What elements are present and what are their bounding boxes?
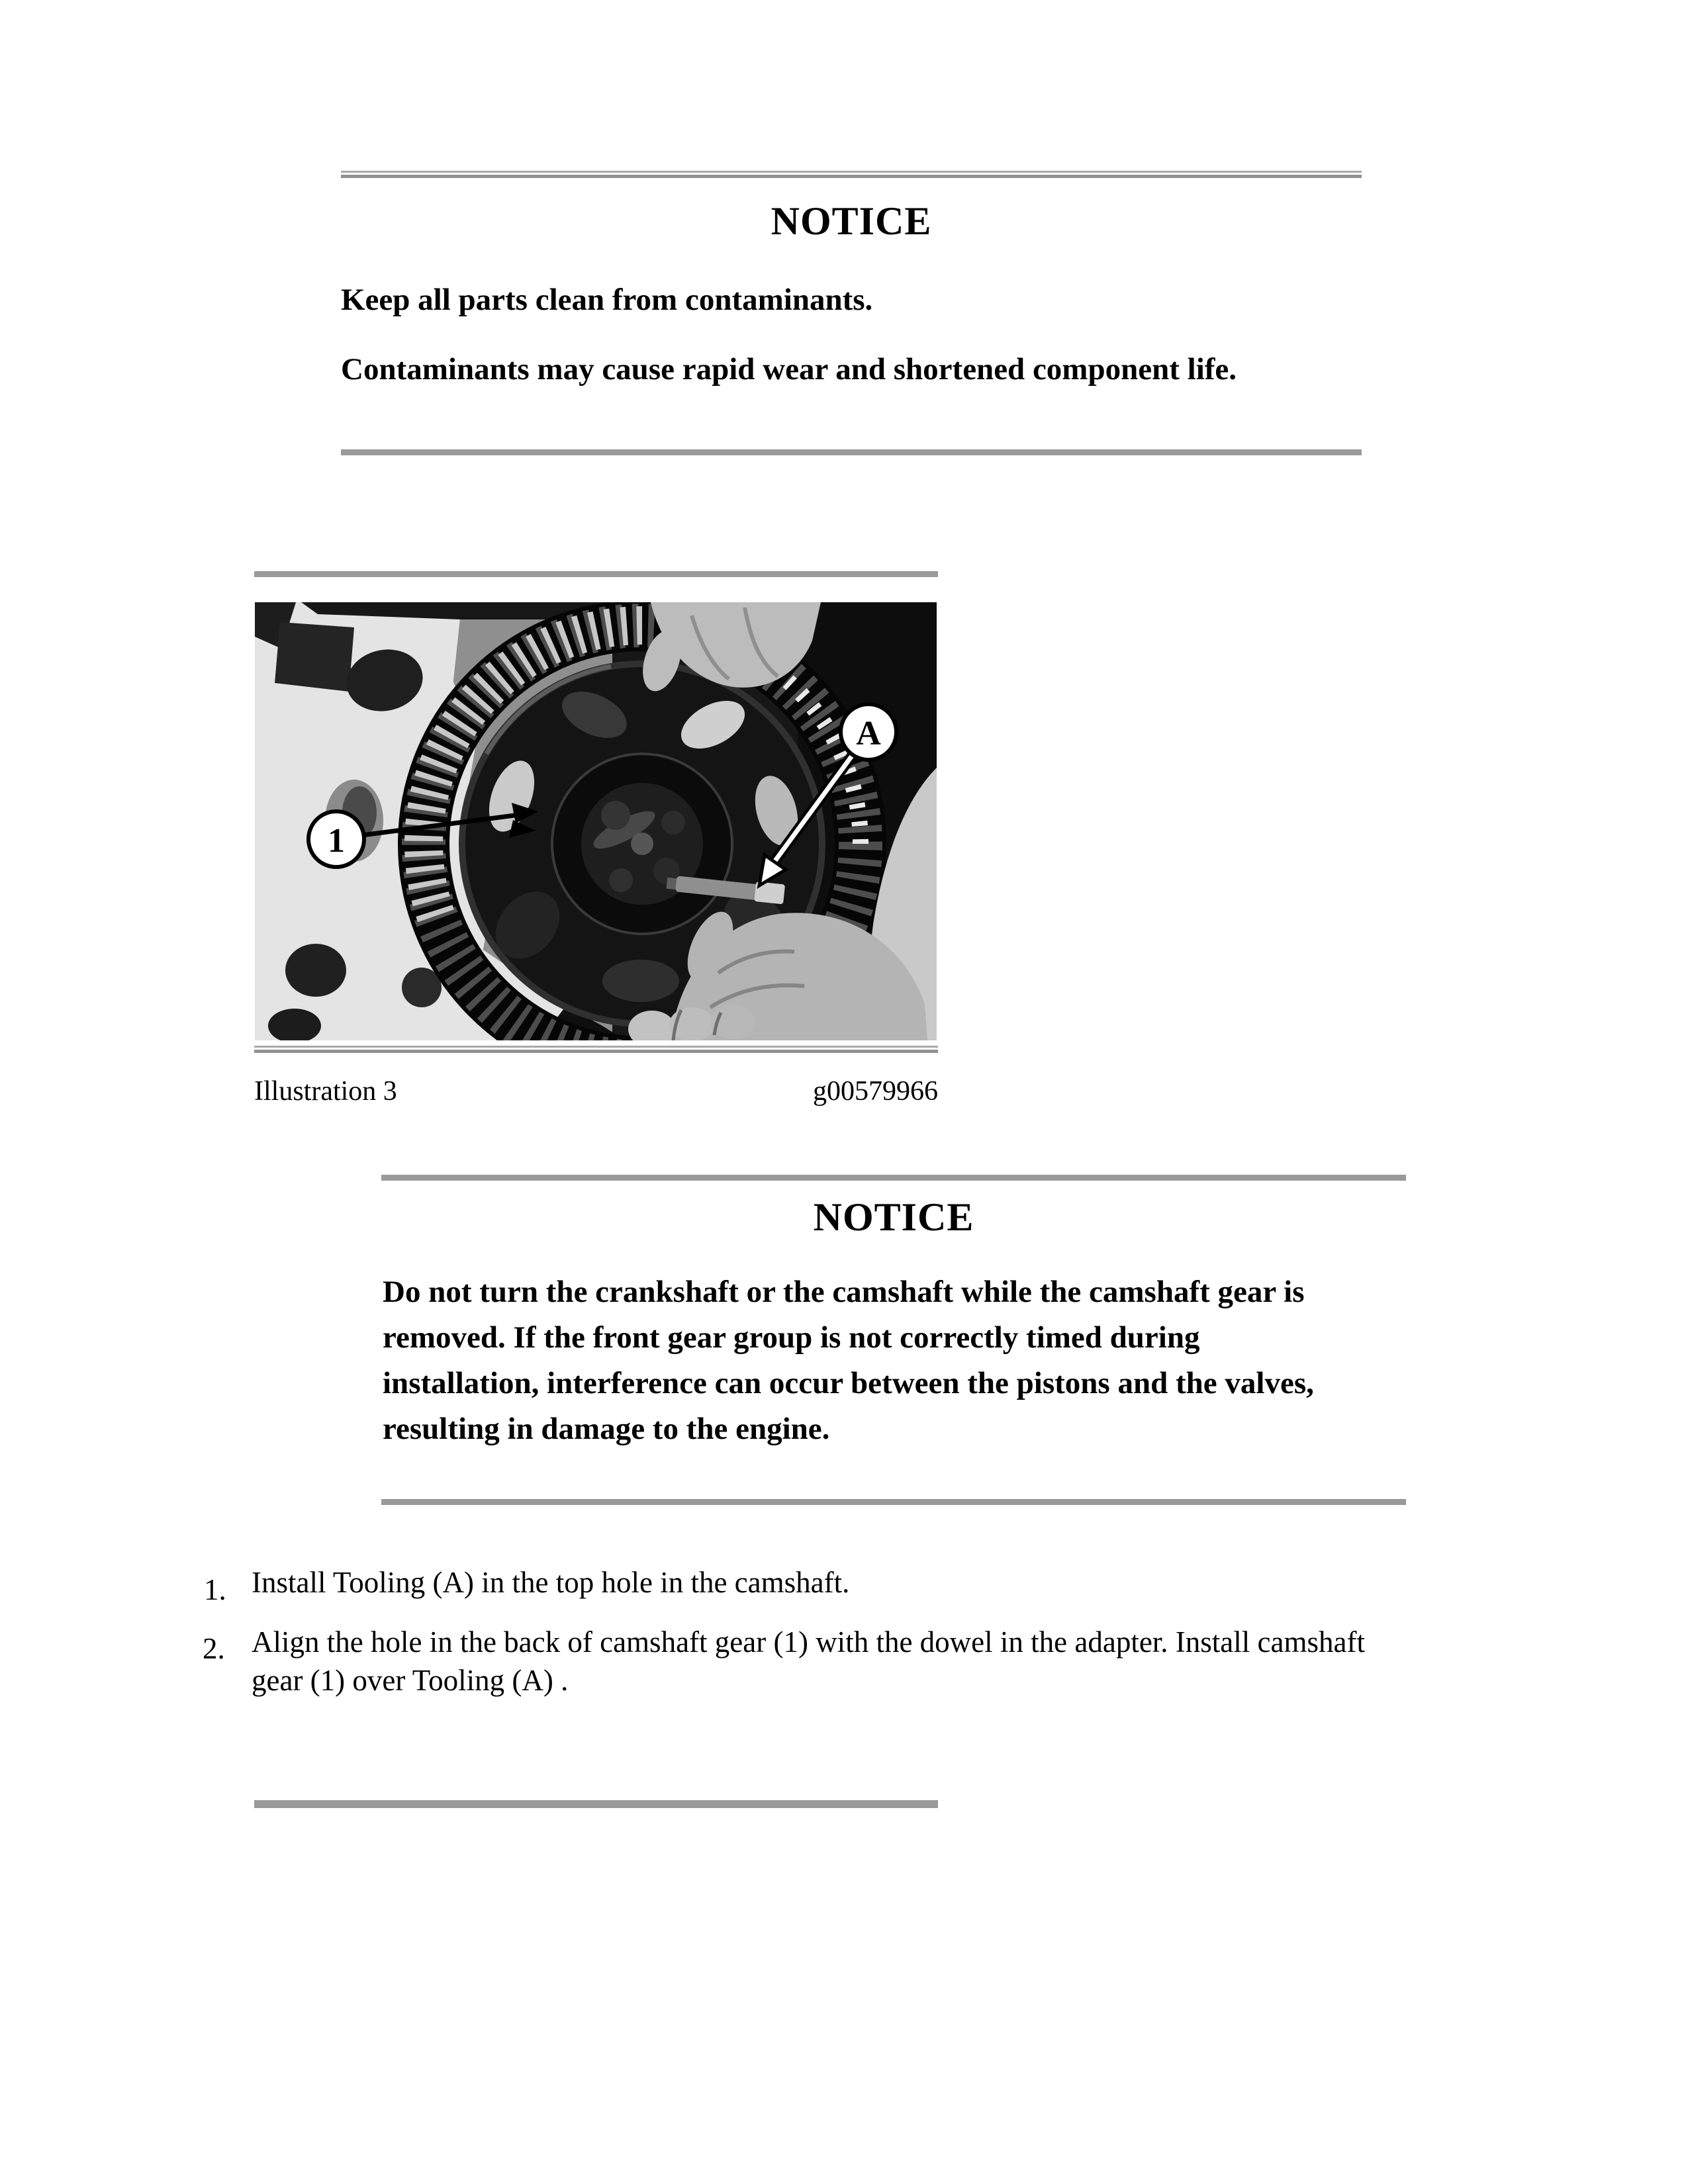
illustration-caption-label: Illustration 3 [254, 1076, 397, 1107]
notice1-top-rule [341, 171, 1362, 178]
notice2-body [383, 1269, 1376, 1452]
notice1-bottom-rule [341, 449, 1362, 455]
step-1-line-1: Install Tooling (A) in the top hole in the camshaft. [252, 1566, 850, 1599]
notice2-title: NOTICE [813, 1195, 974, 1239]
page-bottom-rule [254, 1800, 938, 1808]
notice1-line-1: Keep all parts clean from contaminants. [341, 283, 873, 317]
notice2-bottom-rule [381, 1499, 1406, 1505]
illustration-photo [255, 602, 937, 1040]
illustration-top-rule [254, 571, 938, 577]
illustration-caption-code: g00579966 [813, 1076, 938, 1107]
step-1-text [252, 1563, 849, 1602]
illustration-bottom-rule [254, 1046, 938, 1053]
step-1-number: 1. [204, 1573, 226, 1606]
step-2-line-1: Align the hole in the back of camshaft gear (1) with the dowel in the adapter. Install camshaft [252, 1625, 1365, 1659]
illustration-caption [254, 1077, 938, 1105]
callout-a-label: A [856, 715, 881, 752]
notice2-top-rule [381, 1175, 1406, 1181]
notice2-line-3: installation, interference can occur between the pistons and the valves, [383, 1366, 1314, 1400]
step-2-line-2: gear (1) over Tooling (A) . [252, 1664, 569, 1697]
step-2-text [252, 1623, 1365, 1700]
notice2-line-4: resulting in damage to the engine. [383, 1412, 830, 1446]
step-2-number: 2. [203, 1632, 225, 1665]
notice2-line-1: Do not turn the crankshaft or the camshaft while the camshaft gear is [383, 1275, 1305, 1309]
notice1-line-2: Contaminants may cause rapid wear and shortened component life. [341, 352, 1237, 387]
notice2-line-2: removed. If the front gear group is not correctly timed during [383, 1320, 1200, 1355]
callout-1-label: 1 [328, 822, 345, 860]
notice1-title: NOTICE [771, 199, 932, 243]
